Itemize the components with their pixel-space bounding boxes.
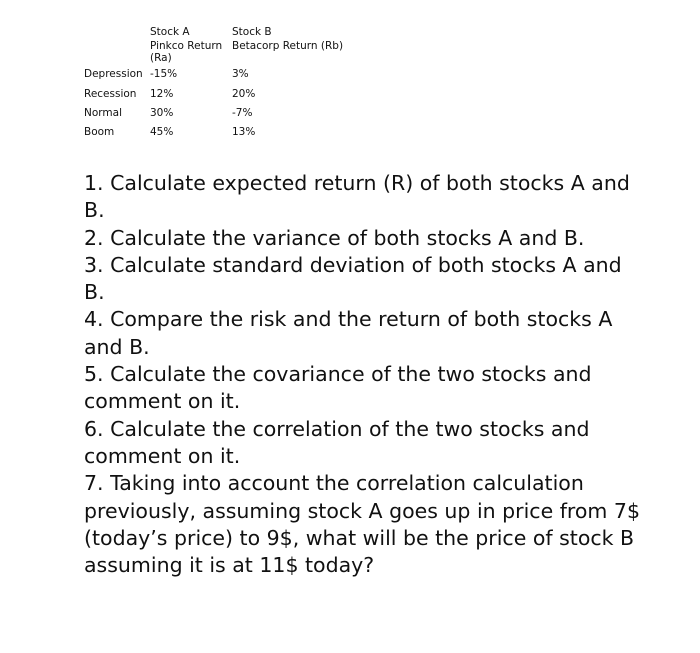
question-list — [84, 170, 640, 579]
question-item: 5. Calculate the covariance of the two stocks and comment on it. — [84, 362, 592, 414]
row-ra: -15% — [150, 68, 178, 80]
col-a-title: Stock A — [150, 26, 190, 38]
row-state: Boom — [84, 126, 115, 138]
row-state: Normal — [84, 107, 122, 119]
row-ra: 12% — [150, 88, 174, 100]
col-b-title: Stock B — [232, 26, 272, 38]
row-rb: 3% — [232, 68, 249, 80]
question-item: 7. Taking into account the correlation calculation previously, assuming stock A goes up in price from 7$ (today’s price) to 9$, what will be the price of stock B assuming it is at 11$ today? — [84, 471, 641, 578]
question-item: 6. Calculate the correlation of the two stocks and comment on it. — [84, 416, 590, 468]
question-item: 4. Compare the risk and the return of both stocks A and B. — [84, 307, 613, 359]
row-state: Recession — [84, 88, 137, 100]
question-item: 3. Calculate standard deviation of both stocks A and B. — [84, 252, 622, 305]
row-state: Depression — [84, 68, 143, 80]
row-rb: -7% — [232, 107, 253, 119]
row-ra: 45% — [150, 126, 174, 138]
col-a-subtitle: Pinkco Return (Ra) — [150, 40, 223, 64]
question-item: 1. Calculate expected return (R) of both stocks A and B. — [84, 171, 630, 223]
question-item: 2. Calculate the variance of both stocks A and B. — [84, 225, 585, 250]
stock-returns-table — [0, 0, 700, 160]
row-rb: 13% — [232, 126, 256, 138]
row-rb: 20% — [232, 88, 256, 100]
row-ra: 30% — [150, 107, 174, 119]
col-b-subtitle: Betacorp Return (Rb) — [232, 40, 344, 52]
